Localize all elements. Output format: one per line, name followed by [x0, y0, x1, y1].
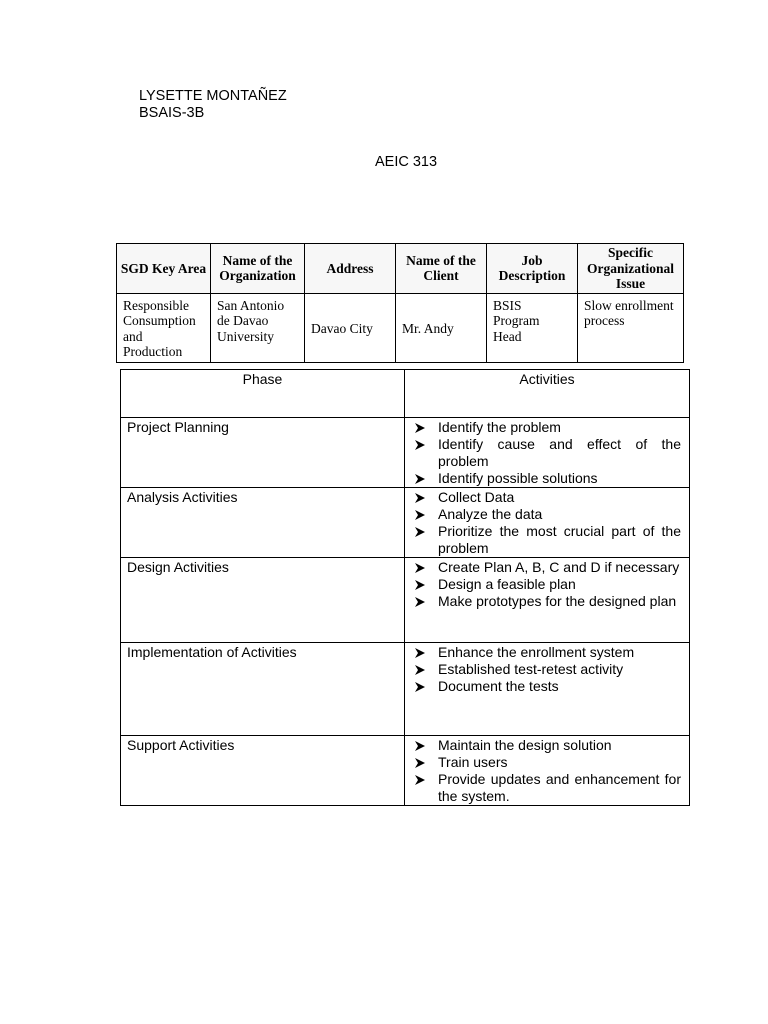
header-organizational-issue: Specific Organizational Issue	[578, 244, 684, 294]
header-address: Address	[305, 244, 396, 294]
arrow-bullet-icon	[415, 527, 425, 537]
student-section: BSAIS-3B	[139, 105, 205, 121]
student-name: LYSETTE MONTAÑEZ	[139, 88, 287, 104]
header-organization-name: Name of the Organization	[211, 244, 305, 294]
activity-item: Design a feasible plan	[409, 576, 681, 593]
organization-table-header-row	[117, 244, 684, 294]
header-sgd-key-area: SGD Key Area	[117, 244, 211, 294]
activities-cell	[405, 488, 690, 558]
activity-item: Make prototypes for the designed plan	[409, 593, 681, 610]
phase-row	[121, 736, 690, 806]
arrow-bullet-icon	[415, 682, 425, 692]
organization-table-row	[117, 293, 684, 362]
activities-cell	[405, 418, 690, 488]
phase-row	[121, 643, 690, 736]
phase-table	[120, 369, 690, 806]
activity-item: Identify possible solutions	[409, 470, 681, 487]
cell-job-description: BSIS Program Head	[487, 293, 578, 362]
arrow-bullet-icon	[415, 493, 425, 503]
activity-item: Analyze the data	[409, 506, 681, 523]
activity-item: Train users	[409, 754, 681, 771]
activity-item: Create Plan A, B, C and D if necessary	[409, 559, 681, 576]
arrow-bullet-icon	[415, 741, 425, 751]
arrow-bullet-icon	[415, 597, 425, 607]
cell-organizational-issue: Slow enrollment process	[578, 293, 684, 362]
activity-item: Identify cause and effect of the problem	[409, 436, 681, 470]
cell-sgd-key-area: Responsible Consumption and Production	[117, 293, 211, 362]
cell-organization-name: San Antonio de Davao University	[211, 293, 305, 362]
activities-cell	[405, 643, 690, 736]
activity-item: Collect Data	[409, 489, 681, 506]
arrow-bullet-icon	[415, 474, 425, 484]
phase-label: Design Activities	[121, 558, 405, 643]
phase-table-header-row	[121, 370, 690, 418]
activity-item: Established test-retest activity	[409, 661, 681, 678]
activity-item: Document the tests	[409, 678, 681, 695]
activities-list	[409, 559, 681, 610]
arrow-bullet-icon	[415, 665, 425, 675]
activity-item: Maintain the design solution	[409, 737, 681, 754]
organization-table	[116, 243, 684, 363]
arrow-bullet-icon	[415, 758, 425, 768]
course-code: AEIC 313	[375, 154, 438, 170]
activity-item: Prioritize the most crucial part of the problem	[409, 523, 681, 557]
header-client-name: Name of the Client	[396, 244, 487, 294]
arrow-bullet-icon	[415, 775, 425, 785]
phase-label: Project Planning	[121, 418, 405, 488]
phase-label: Analysis Activities	[121, 488, 405, 558]
header-phase: Phase	[121, 370, 405, 418]
phase-row	[121, 418, 690, 488]
arrow-bullet-icon	[415, 423, 425, 433]
activities-cell	[405, 736, 690, 806]
arrow-bullet-icon	[415, 580, 425, 590]
cell-client-name: Mr. Andy	[396, 293, 487, 362]
cell-address: Davao City	[305, 293, 396, 362]
phase-label: Support Activities	[121, 736, 405, 806]
activity-item: Enhance the enrollment system	[409, 644, 681, 661]
phase-label: Implementation of Activities	[121, 643, 405, 736]
activities-list	[409, 419, 681, 487]
activities-list	[409, 737, 681, 805]
activity-item: Provide updates and enhancement for the system.	[409, 771, 681, 805]
header-job-description: Job Description	[487, 244, 578, 294]
activities-list	[409, 489, 681, 557]
arrow-bullet-icon	[415, 440, 425, 450]
activities-cell	[405, 558, 690, 643]
arrow-bullet-icon	[415, 510, 425, 520]
arrow-bullet-icon	[415, 648, 425, 658]
activity-item: Identify the problem	[409, 419, 681, 436]
activities-list	[409, 644, 681, 695]
header-activities: Activities	[405, 370, 690, 418]
phase-row	[121, 558, 690, 643]
phase-row	[121, 488, 690, 558]
arrow-bullet-icon	[415, 563, 425, 573]
